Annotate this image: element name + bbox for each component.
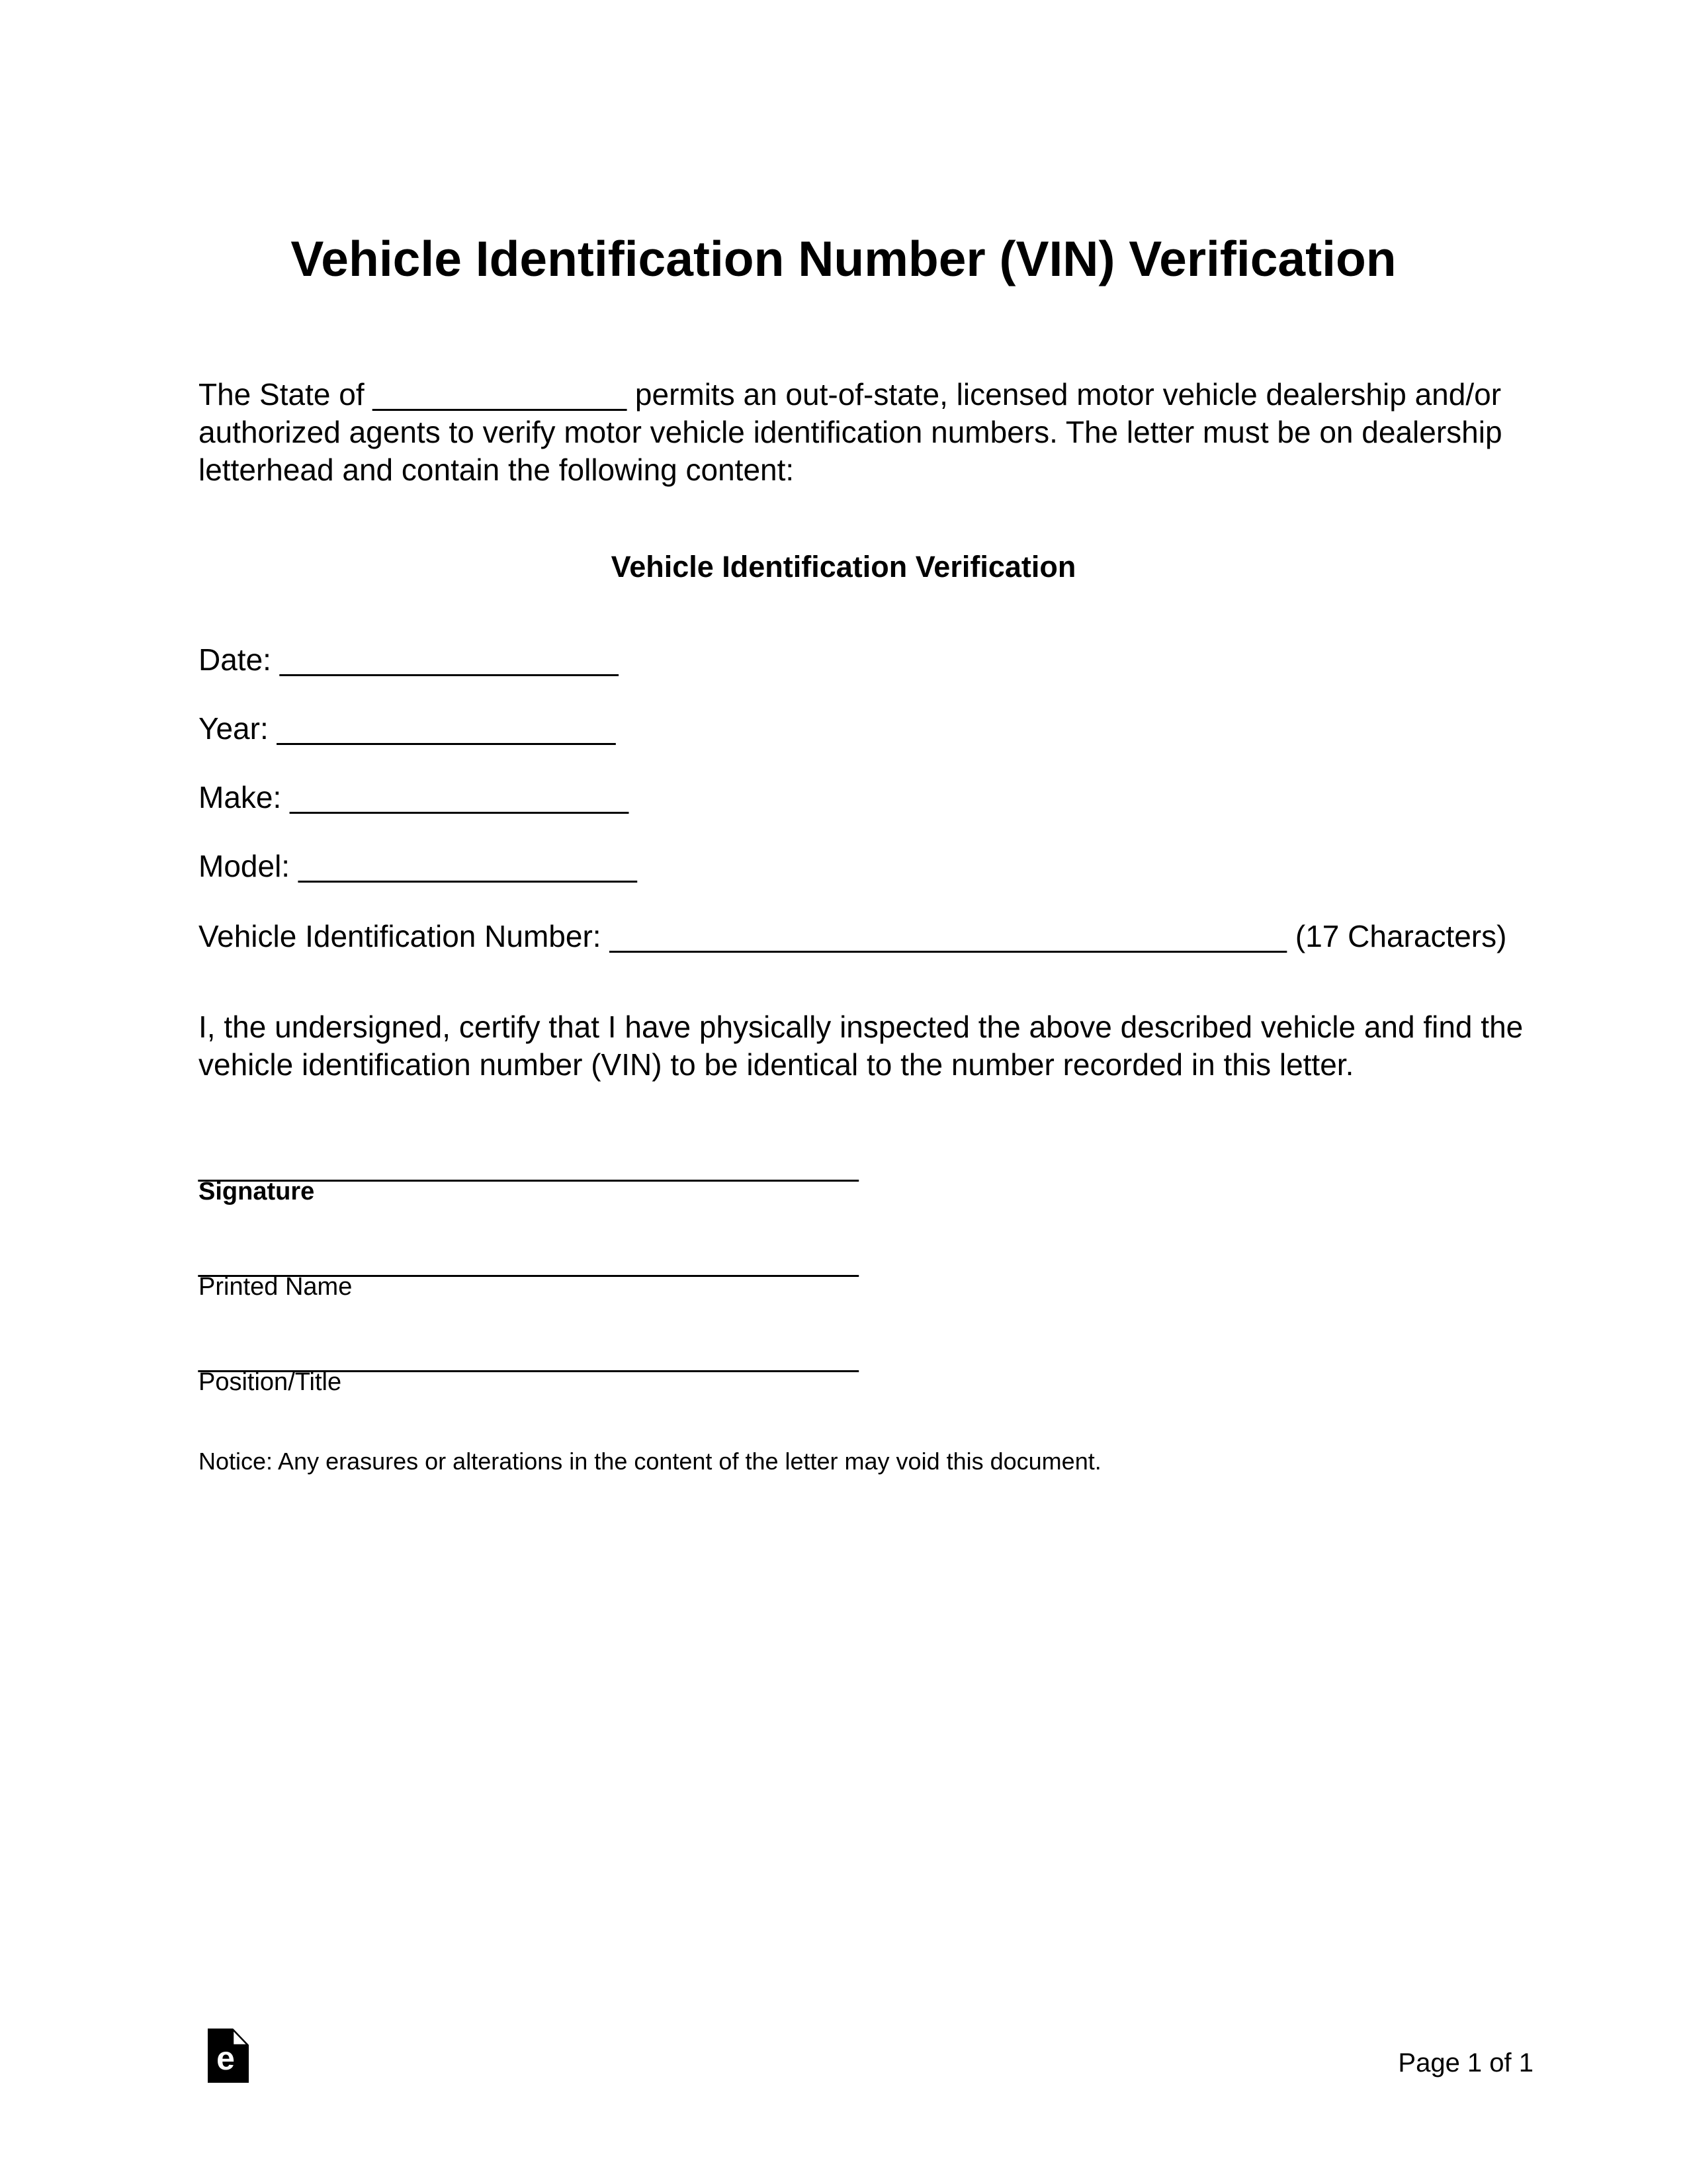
certification-paragraph bbox=[198, 1008, 1524, 1084]
certification-line-2: vehicle identification number (VIN) to be identical to the number recorded in this letter. bbox=[198, 1047, 1354, 1082]
position-title-blank-line: _______________________________________ bbox=[198, 1338, 859, 1373]
printed-name-blank-line: _______________________________________ bbox=[198, 1243, 859, 1278]
printed-name-label: Printed Name bbox=[198, 1273, 353, 1301]
make-label: Make: bbox=[198, 780, 282, 814]
field-row-year bbox=[198, 713, 615, 744]
intro-line-3: letterhead and contain the following content: bbox=[198, 453, 795, 487]
certification-line-1: I, the undersigned, certify that I have physically inspected the above described vehicle and find the bbox=[198, 1010, 1524, 1044]
intro-line-1: The State of _______________ permits an out-of-state, licensed motor vehicle dealership and/or bbox=[198, 377, 1502, 412]
vin-blank-line: ________________________________________ bbox=[609, 919, 1287, 953]
date-label: Date: bbox=[198, 642, 271, 677]
vin-character-count-note: (17 Characters) bbox=[1295, 919, 1507, 953]
position-title-label: Position/Title bbox=[198, 1368, 342, 1396]
field-row-date bbox=[198, 644, 619, 675]
field-row-model bbox=[198, 851, 637, 881]
logo-letter: e bbox=[216, 2040, 235, 2077]
field-row-vin bbox=[198, 921, 1506, 951]
page-indicator: Page 1 of 1 bbox=[1398, 2048, 1534, 2077]
page-footer-logo bbox=[208, 2029, 249, 2083]
year-blank-line: ____________________ bbox=[277, 711, 616, 746]
notice-text: Notice: Any erasures or alterations in the content of the letter may void this document. bbox=[198, 1448, 1102, 1475]
model-label: Model: bbox=[198, 849, 290, 883]
intro-line-2: authorized agents to verify motor vehicle identification numbers. The letter must be on dealership bbox=[198, 415, 1502, 449]
intro-paragraph bbox=[198, 376, 1515, 489]
section-heading: Vehicle Identification Verification bbox=[611, 550, 1076, 584]
document-title: Vehicle Identification Number (VIN) Verification bbox=[290, 231, 1397, 286]
year-label: Year: bbox=[198, 711, 269, 746]
make-blank-line: ____________________ bbox=[290, 780, 628, 814]
vin-label: Vehicle Identification Number: bbox=[198, 919, 601, 953]
date-blank-line: ____________________ bbox=[279, 642, 619, 677]
model-blank-line: ____________________ bbox=[298, 849, 637, 883]
signature-label: Signature bbox=[198, 1178, 315, 1205]
signature-blank-line: _______________________________________ bbox=[198, 1148, 859, 1182]
field-row-make bbox=[198, 782, 628, 812]
eforms-logo-icon bbox=[208, 2029, 249, 2083]
